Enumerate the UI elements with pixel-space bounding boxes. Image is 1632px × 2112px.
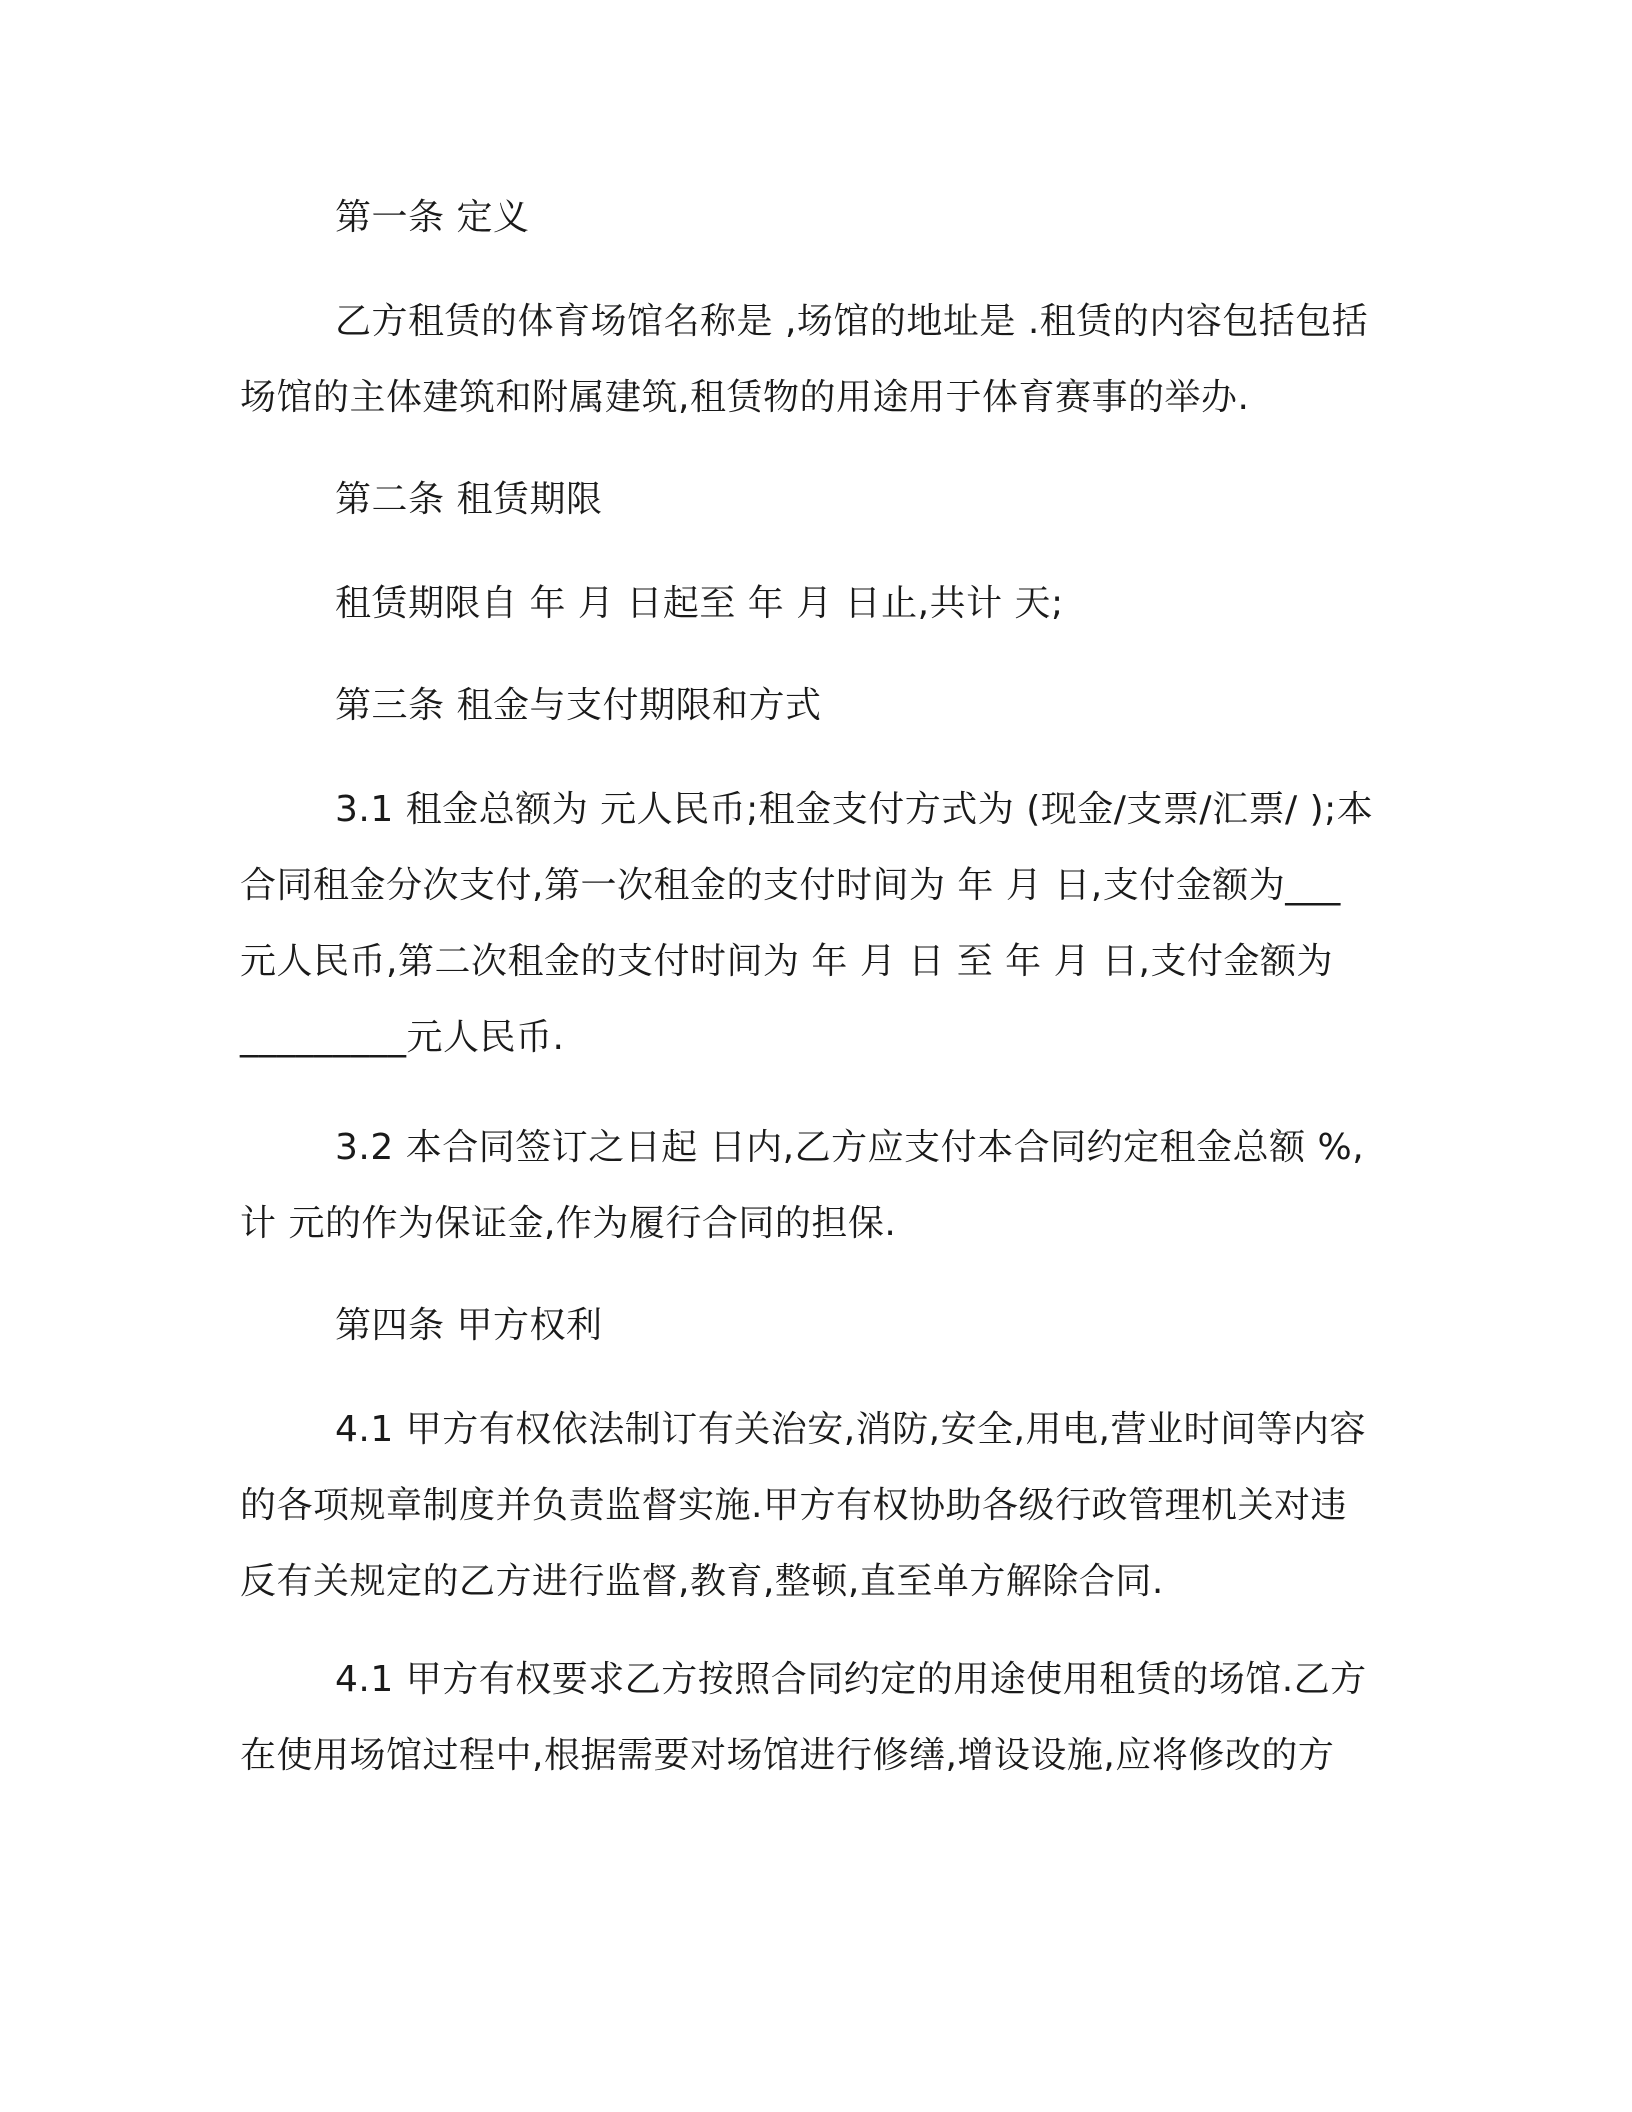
clause-3-1 (240, 772, 1380, 1076)
clause-3-2 (240, 1110, 1380, 1262)
clause-4-1-b (240, 1642, 1380, 1794)
text-line: _________元人民币. (240, 1017, 565, 1058)
article-1-heading: 第一条 定义 (335, 197, 530, 238)
clause-4-1-a (240, 1392, 1380, 1620)
text-line: 元人民币,第二次租金的支付时间为 年 月 日 至 年 月 日,支付金额为 (240, 941, 1333, 982)
article-2-heading: 第二条 租赁期限 (335, 479, 603, 520)
text-line: 的各项规章制度并负责监督实施.甲方有权协助各级行政管理机关对违 (240, 1485, 1347, 1526)
text-line: 反有关规定的乙方进行监督,教育,整顿,直至单方解除合同. (240, 1561, 1164, 1602)
article-4-heading: 第四条 甲方权利 (335, 1305, 603, 1346)
text-line: 合同租金分次支付,第一次租金的支付时间为 年 月 日,支付金额为___ (240, 865, 1341, 906)
article-1-paragraph (240, 284, 1380, 436)
text-line: 计 元的作为保证金,作为履行合同的担保. (240, 1203, 897, 1244)
text-line: 4.1 甲方有权要求乙方按照合同约定的用途使用租赁的场馆.乙方 (335, 1659, 1367, 1700)
text-line: 3.2 本合同签订之日起 日内,乙方应支付本合同约定租金总额 %, (335, 1127, 1365, 1168)
text-line: 场馆的主体建筑和附属建筑,租赁物的用途用于体育赛事的举办. (240, 377, 1250, 418)
text-line: 乙方租赁的体育场馆名称是 ,场馆的地址是 .租赁的内容包括包括 (335, 301, 1369, 342)
text-line: 在使用场馆过程中,根据需要对场馆进行修缮,增设设施,应将修改的方 (240, 1735, 1335, 1776)
text-line: 3.1 租金总额为 元人民币;租金支付方式为 (现金/支票/汇票/ );本 (335, 789, 1374, 830)
article-3-heading: 第三条 租金与支付期限和方式 (335, 685, 822, 726)
article-2-paragraph: 租赁期限自 年 月 日起至 年 月 日止,共计 天; (335, 583, 1064, 624)
text-line: 4.1 甲方有权依法制订有关治安,消防,安全,用电,营业时间等内容 (335, 1409, 1366, 1450)
